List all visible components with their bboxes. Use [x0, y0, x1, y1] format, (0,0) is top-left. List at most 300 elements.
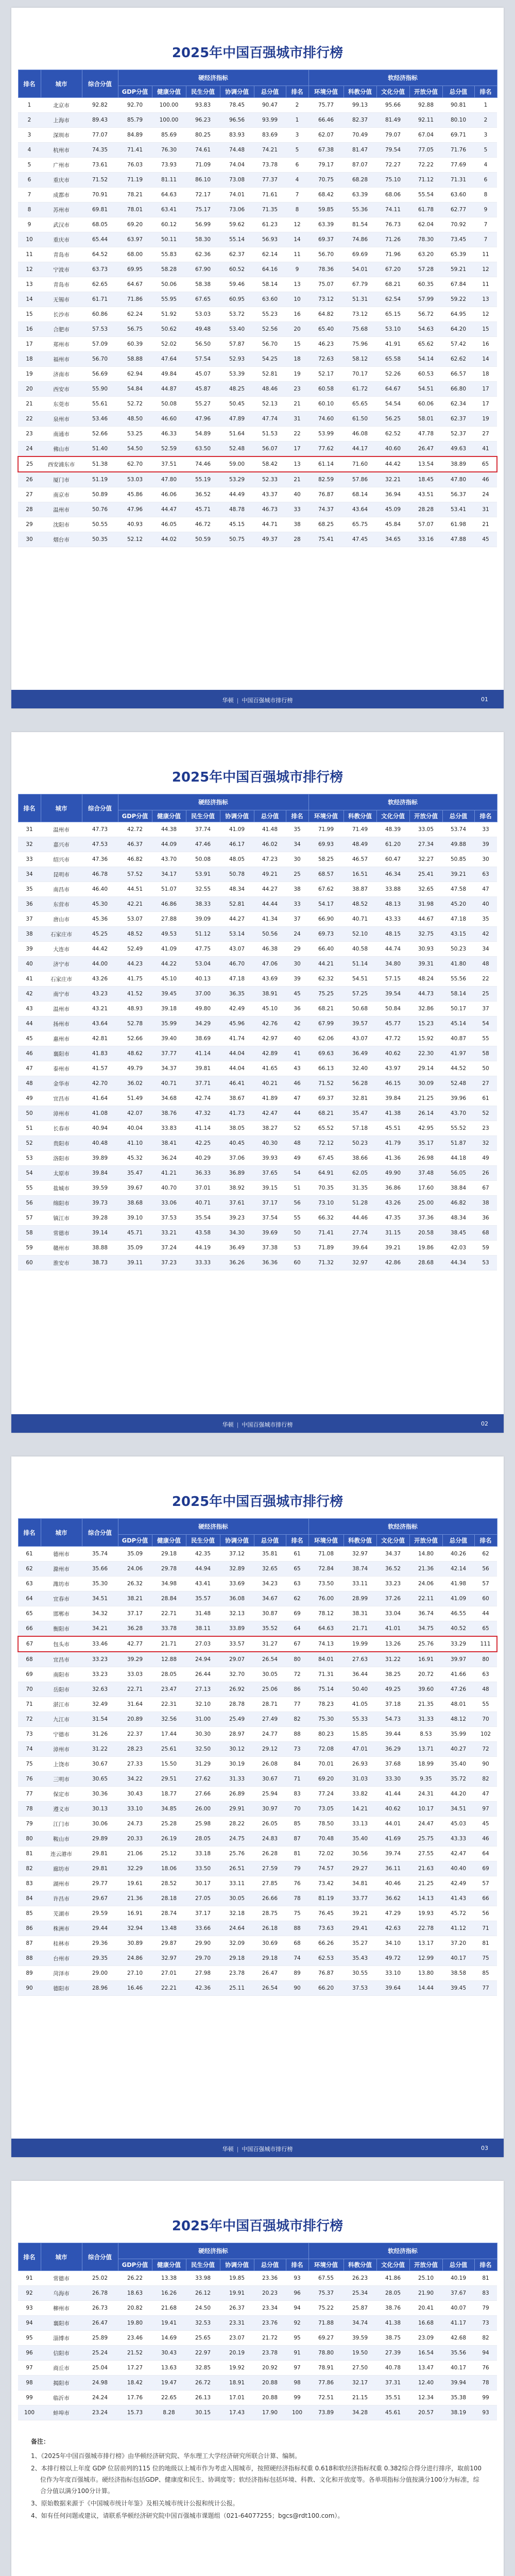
city-cell: 温州市: [41, 822, 82, 837]
coordination-score-cell: 26.89: [220, 1787, 254, 1802]
openness-score-cell: 15.92: [409, 1031, 442, 1046]
openness-score-cell: 32.27: [409, 852, 442, 867]
openness-score-cell: 21.36: [409, 1562, 442, 1577]
health-score-cell: 29.78: [152, 1562, 186, 1577]
city-cell: 厦门市: [41, 472, 82, 487]
soft-total-cell: 41.12: [442, 1921, 474, 1936]
health-score-cell: 100.00: [152, 98, 186, 113]
gdp-score-cell: 42.72: [118, 822, 152, 837]
rank-cell: 35: [18, 882, 41, 897]
hard-total-cell: 38.27: [254, 1121, 286, 1136]
culture-score-cell: 50.84: [376, 1002, 409, 1016]
table-row: [18, 232, 497, 247]
city-cell: 宜昌市: [41, 1652, 82, 1667]
composite-score-cell: 25.24: [82, 2346, 118, 2361]
hard-total-cell: 25.94: [254, 1787, 286, 1802]
livelihood-score-cell: 56.50: [186, 337, 220, 352]
health-score-cell: 23.47: [152, 1682, 186, 1697]
composite-score-cell: 25.02: [82, 2271, 118, 2286]
sci-edu-score-cell: 26.23: [344, 2271, 376, 2286]
soft-total-cell: 40.27: [442, 1742, 474, 1757]
culture-score-cell: 68.06: [376, 188, 409, 202]
culture-score-cell: 33.04: [376, 1606, 409, 1621]
city-cell: 唐山市: [41, 912, 82, 927]
openness-score-cell: 20.57: [409, 2405, 442, 2420]
soft-rank-cell: 52: [474, 1106, 497, 1121]
hard-rank-cell: 81: [286, 1846, 308, 1861]
coordination-score-cell: 23.07: [220, 2331, 254, 2346]
openness-score-cell: 21.25: [409, 1876, 442, 1891]
composite-score-cell: 38.88: [82, 1241, 118, 1256]
openness-score-cell: 15.23: [409, 1016, 442, 1031]
coordination-score-cell: 26.51: [220, 1861, 254, 1876]
livelihood-score-cell: 35.57: [186, 1591, 220, 1606]
soft-rank-cell: 47: [474, 1787, 497, 1802]
table-row: [18, 2361, 497, 2376]
city-cell: 苏州市: [41, 202, 82, 217]
gdp-score-cell: 63.97: [118, 232, 152, 247]
livelihood-score-cell: 57.54: [186, 352, 220, 367]
city-cell: 泉州市: [41, 412, 82, 427]
sci-edu-score-cell: 57.86: [344, 472, 376, 487]
rank-cell: 31: [18, 822, 41, 837]
livelihood-score-cell: 39.09: [186, 912, 220, 927]
composite-score-cell: 24.98: [82, 2376, 118, 2391]
hard-total-cell: 39.69: [254, 1226, 286, 1241]
coordination-score-cell: 59.46: [220, 277, 254, 292]
composite-score-cell: 60.86: [82, 307, 118, 322]
livelihood-score-cell: 32.53: [186, 2316, 220, 2331]
sci-edu-score-cell: 32.81: [344, 1091, 376, 1106]
table-row: [18, 1951, 497, 1966]
environment-score-cell: 60.10: [308, 397, 344, 412]
composite-score-cell: 50.55: [82, 517, 118, 532]
table-row: [18, 427, 497, 442]
health-score-cell: 50.62: [152, 322, 186, 337]
health-score-cell: 50.08: [152, 397, 186, 412]
gdp-score-cell: 42.21: [118, 897, 152, 912]
health-score-cell: 39.18: [152, 1002, 186, 1016]
rank-cell: 37: [18, 912, 41, 927]
hard-rank-cell: 1: [286, 113, 308, 128]
soft-rank-cell: 94: [474, 2346, 497, 2361]
sci-edu-score-cell: 40.58: [344, 942, 376, 957]
environment-score-cell: 78.91: [308, 2361, 344, 2376]
hard-rank-cell: 91: [286, 2346, 308, 2361]
sci-edu-score-cell: 50.40: [344, 1682, 376, 1697]
health-score-cell: 25.28: [152, 1817, 186, 1832]
soft-rank-cell: 12: [474, 307, 497, 322]
gdp-score-cell: 30.89: [118, 1936, 152, 1951]
composite-score-cell: 42.81: [82, 1031, 118, 1046]
city-cell: 泰州市: [41, 1061, 82, 1076]
table-row: [18, 1181, 497, 1196]
header-rank: 排名: [18, 2243, 41, 2271]
environment-score-cell: 73.05: [308, 1802, 344, 1817]
soft-rank-cell: 49: [474, 1151, 497, 1166]
gdp-score-cell: 35.09: [118, 1547, 152, 1562]
city-cell: 许昌市: [41, 1891, 82, 1906]
soft-total-cell: 67.84: [442, 277, 474, 292]
livelihood-score-cell: 50.59: [186, 532, 220, 547]
sci-edu-score-cell: 34.28: [344, 2405, 376, 2420]
environment-score-cell: 73.10: [308, 1196, 344, 1211]
header-sub-column: 民生分值: [186, 86, 220, 98]
health-score-cell: 25.61: [152, 1742, 186, 1757]
rank-cell: 33: [18, 852, 41, 867]
coordination-score-cell: 34.30: [220, 1226, 254, 1241]
health-score-cell: 47.80: [152, 472, 186, 487]
rank-cell: 80: [18, 1832, 41, 1846]
city-cell: 常德市: [41, 1226, 82, 1241]
soft-rank-cell: 42: [474, 927, 497, 942]
openness-score-cell: 33.16: [409, 532, 442, 547]
soft-rank-cell: 48: [474, 1682, 497, 1697]
city-cell: 石家庄市: [41, 972, 82, 987]
culture-score-cell: 37.26: [376, 1591, 409, 1606]
composite-score-cell: 43.21: [82, 1002, 118, 1016]
culture-score-cell: 42.63: [376, 1921, 409, 1936]
gdp-score-cell: 84.89: [118, 128, 152, 143]
city-cell: 北京市: [41, 98, 82, 113]
soft-rank-cell: 69: [474, 1861, 497, 1876]
coordination-score-cell: 53.29: [220, 472, 254, 487]
sci-edu-score-cell: 99.13: [344, 98, 376, 113]
table-row: [18, 1891, 497, 1906]
city-cell: 菏泽市: [41, 1966, 82, 1981]
soft-rank-cell: 85: [474, 1966, 497, 1981]
header-sub-column: 科教分值: [344, 810, 376, 822]
environment-score-cell: 72.51: [308, 2391, 344, 2405]
hard-rank-cell: 67: [286, 1636, 308, 1652]
gdp-score-cell: 42.77: [118, 1636, 152, 1652]
sci-edu-score-cell: 26.93: [344, 1757, 376, 1772]
hard-total-cell: 23.78: [254, 2346, 286, 2361]
city-cell: 佛山市: [41, 442, 82, 457]
gdp-score-cell: 27.33: [118, 1757, 152, 1772]
environment-score-cell: 77.86: [308, 2376, 344, 2391]
rank-cell: 8: [18, 202, 41, 217]
soft-total-cell: 41.43: [442, 1891, 474, 1906]
livelihood-score-cell: 24.94: [186, 1652, 220, 1667]
health-score-cell: 32.56: [152, 1712, 186, 1727]
city-cell: 南京市: [41, 487, 82, 502]
gdp-score-cell: 68.00: [118, 247, 152, 262]
table-row: [18, 2271, 497, 2286]
health-score-cell: 17.44: [152, 1727, 186, 1742]
soft-total-cell: 35.72: [442, 1772, 474, 1787]
livelihood-score-cell: 37.17: [186, 1906, 220, 1921]
openness-score-cell: 25.76: [409, 1636, 442, 1652]
soft-rank-cell: 48: [474, 957, 497, 972]
health-score-cell: 22.65: [152, 2391, 186, 2405]
livelihood-score-cell: 41.14: [186, 1046, 220, 1061]
coordination-score-cell: 48.25: [220, 382, 254, 397]
environment-score-cell: 75.77: [308, 98, 344, 113]
soft-total-cell: 34.51: [442, 1802, 474, 1817]
soft-rank-cell: 81: [474, 2271, 497, 2286]
coordination-score-cell: 51.64: [220, 427, 254, 442]
culture-score-cell: 45.61: [376, 2405, 409, 2420]
sci-edu-score-cell: 61.72: [344, 382, 376, 397]
soft-total-cell: 48.34: [442, 1211, 474, 1226]
gdp-score-cell: 23.46: [118, 2331, 152, 2346]
coordination-score-cell: 25.76: [220, 1846, 254, 1861]
gdp-score-cell: 39.67: [118, 1181, 152, 1196]
soft-total-cell: 40.17: [442, 2361, 474, 2376]
culture-score-cell: 44.01: [376, 1817, 409, 1832]
table-row: [18, 2405, 497, 2420]
header-city: 城市: [41, 70, 82, 98]
city-cell: 芜湖市: [41, 1906, 82, 1921]
header-composite-score: 综合分值: [82, 70, 118, 98]
culture-score-cell: 40.78: [376, 2361, 409, 2376]
openness-score-cell: 13.80: [409, 1966, 442, 1981]
city-cell: 宁德市: [41, 1727, 82, 1742]
header-sub-column: 健康分值: [152, 810, 186, 822]
hard-rank-cell: 21: [286, 397, 308, 412]
culture-score-cell: 74.11: [376, 202, 409, 217]
hard-total-cell: 24.77: [254, 1727, 286, 1742]
environment-score-cell: 71.52: [308, 1076, 344, 1091]
culture-score-cell: 32.21: [376, 472, 409, 487]
soft-rank-cell: 83: [474, 2286, 497, 2301]
hard-total-cell: 48.46: [254, 382, 286, 397]
hard-total-cell: 26.54: [254, 1652, 286, 1667]
culture-score-cell: 28.05: [376, 2286, 409, 2301]
coordination-score-cell: 50.45: [220, 397, 254, 412]
openness-score-cell: 57.99: [409, 292, 442, 307]
city-cell: 绵阳市: [41, 1196, 82, 1211]
soft-total-cell: 63.60: [442, 188, 474, 202]
city-cell: 湛江市: [41, 1697, 82, 1712]
environment-score-cell: 69.93: [308, 837, 344, 852]
header-sub-column: 环境分值: [308, 86, 344, 98]
culture-score-cell: 41.38: [376, 1106, 409, 1121]
environment-score-cell: 71.08: [308, 1547, 344, 1562]
hard-rank-cell: 48: [286, 1136, 308, 1151]
sci-edu-score-cell: 34.74: [344, 2316, 376, 2331]
city-cell: 岳阳市: [41, 1682, 82, 1697]
hard-rank-cell: 8: [286, 202, 308, 217]
coordination-score-cell: 37.12: [220, 1547, 254, 1562]
table-row: [18, 1802, 497, 1817]
table-row: [18, 1591, 497, 1606]
soft-rank-cell: 16: [474, 337, 497, 352]
livelihood-score-cell: 49.48: [186, 322, 220, 337]
openness-score-cell: 28.28: [409, 502, 442, 517]
hard-total-cell: 26.08: [254, 1757, 286, 1772]
livelihood-score-cell: 54.89: [186, 427, 220, 442]
header-sub-column: 排名: [286, 810, 308, 822]
sci-edu-score-cell: 70.49: [344, 128, 376, 143]
header-soft-indicators: 软经济指标: [308, 70, 497, 86]
openness-score-cell: 26.14: [409, 1106, 442, 1121]
livelihood-score-cell: 41.14: [186, 1121, 220, 1136]
gdp-score-cell: 45.71: [118, 1226, 152, 1241]
composite-score-cell: 52.66: [82, 427, 118, 442]
culture-score-cell: 41.69: [376, 1832, 409, 1846]
culture-score-cell: 45.84: [376, 517, 409, 532]
health-score-cell: 28.52: [152, 1876, 186, 1891]
soft-rank-cell: 36: [474, 1211, 497, 1226]
culture-score-cell: 38.76: [376, 2301, 409, 2316]
sci-edu-score-cell: 41.05: [344, 1697, 376, 1712]
city-cell: 连云港市: [41, 1846, 82, 1861]
culture-score-cell: 37.18: [376, 1697, 409, 1712]
culture-score-cell: 65.15: [376, 307, 409, 322]
header-sub-column: 环境分值: [308, 2259, 344, 2271]
coordination-score-cell: 36.89: [220, 1166, 254, 1181]
sci-edu-score-cell: 81.47: [344, 143, 376, 158]
gdp-score-cell: 52.49: [118, 942, 152, 957]
hard-rank-cell: 28: [286, 532, 308, 547]
hard-total-cell: 54.25: [254, 352, 286, 367]
soft-rank-cell: 7: [474, 232, 497, 247]
health-score-cell: 85.69: [152, 128, 186, 143]
health-score-cell: 33.78: [152, 1621, 186, 1637]
sci-edu-score-cell: 52.10: [344, 927, 376, 942]
culture-score-cell: 76.73: [376, 217, 409, 232]
composite-score-cell: 56.70: [82, 352, 118, 367]
livelihood-score-cell: 40.71: [186, 1196, 220, 1211]
rank-cell: 25: [18, 456, 41, 472]
header-soft-indicators: 软经济指标: [308, 1519, 497, 1535]
footer-separator: |: [236, 697, 239, 704]
composite-score-cell: 46.40: [82, 882, 118, 897]
soft-rank-cell: 17: [474, 382, 497, 397]
gdp-score-cell: 35.47: [118, 1166, 152, 1181]
soft-total-cell: 35.99: [442, 1727, 474, 1742]
rank-cell: 77: [18, 1787, 41, 1802]
gdp-score-cell: 46.82: [118, 852, 152, 867]
environment-score-cell: 74.37: [308, 502, 344, 517]
rank-cell: 72: [18, 1712, 41, 1727]
sci-edu-score-cell: 30.55: [344, 1966, 376, 1981]
table-row: [18, 1876, 497, 1891]
culture-score-cell: 39.84: [376, 1091, 409, 1106]
city-cell: 南阳市: [41, 1667, 82, 1682]
composite-score-cell: 29.44: [82, 1921, 118, 1936]
openness-score-cell: 20.72: [409, 1667, 442, 1682]
environment-score-cell: 75.37: [308, 2286, 344, 2301]
environment-score-cell: 76.00: [308, 1591, 344, 1606]
sci-edu-score-cell: 48.52: [344, 897, 376, 912]
table-row: [18, 1031, 497, 1046]
openness-score-cell: 17.60: [409, 1181, 442, 1196]
health-score-cell: 22.31: [152, 1697, 186, 1712]
rank-cell: 60: [18, 1256, 41, 1270]
composite-score-cell: 29.81: [82, 1861, 118, 1876]
hard-rank-cell: 78: [286, 1891, 308, 1906]
composite-score-cell: 26.78: [82, 2286, 118, 2301]
health-score-cell: 28.05: [152, 1667, 186, 1682]
livelihood-score-cell: 75.17: [186, 202, 220, 217]
culture-score-cell: 60.47: [376, 852, 409, 867]
gdp-score-cell: 52.66: [118, 1031, 152, 1046]
health-score-cell: 64.63: [152, 188, 186, 202]
soft-rank-cell: 78: [474, 2376, 497, 2391]
composite-score-cell: 39.89: [82, 1151, 118, 1166]
culture-score-cell: 36.52: [376, 1562, 409, 1577]
soft-rank-cell: 35: [474, 912, 497, 927]
hard-rank-cell: 14: [286, 232, 308, 247]
sci-edu-score-cell: 39.57: [344, 1016, 376, 1031]
health-score-cell: 27.01: [152, 1966, 186, 1981]
openness-score-cell: 47.78: [409, 427, 442, 442]
hard-total-cell: 61.23: [254, 217, 286, 232]
soft-rank-cell: 26: [474, 1166, 497, 1181]
environment-score-cell: 69.27: [308, 2331, 344, 2346]
hard-total-cell: 39.93: [254, 1151, 286, 1166]
table-row: [18, 1846, 497, 1861]
openness-score-cell: 24.31: [409, 1787, 442, 1802]
culture-score-cell: 39.64: [376, 1981, 409, 1996]
environment-score-cell: 62.06: [308, 1031, 344, 1046]
environment-score-cell: 66.20: [308, 1981, 344, 1996]
composite-score-cell: 35.74: [82, 1547, 118, 1562]
livelihood-score-cell: 42.35: [186, 1547, 220, 1562]
environment-score-cell: 67.62: [308, 882, 344, 897]
hard-rank-cell: 11: [286, 247, 308, 262]
city-cell: 商丘市: [41, 2361, 82, 2376]
rank-cell: 68: [18, 1652, 41, 1667]
sci-edu-score-cell: 38.66: [344, 1151, 376, 1166]
city-cell: 保定市: [41, 1787, 82, 1802]
hard-total-cell: 64.16: [254, 262, 286, 277]
soft-rank-cell: 70: [474, 1712, 497, 1727]
environment-score-cell: 68.42: [308, 188, 344, 202]
rank-cell: 74: [18, 1742, 41, 1757]
health-score-cell: 15.50: [152, 1757, 186, 1772]
hard-rank-cell: 90: [286, 1981, 308, 1996]
livelihood-score-cell: 42.36: [186, 1981, 220, 1996]
sci-edu-score-cell: 74.86: [344, 232, 376, 247]
environment-score-cell: 72.12: [308, 1136, 344, 1151]
culture-score-cell: 13.26: [376, 1636, 409, 1652]
table-row: [18, 852, 497, 867]
hard-total-cell: 35.81: [254, 1547, 286, 1562]
openness-score-cell: 29.14: [409, 1061, 442, 1076]
livelihood-score-cell: 33.18: [186, 1846, 220, 1861]
header-sub-column: 健康分值: [152, 1535, 186, 1547]
rank-cell: 16: [18, 322, 41, 337]
rank-cell: 21: [18, 397, 41, 412]
openness-score-cell: 12.34: [409, 2391, 442, 2405]
table-row: [18, 1712, 497, 1727]
soft-total-cell: 33.29: [442, 1636, 474, 1652]
culture-score-cell: 41.86: [376, 2271, 409, 2286]
coordination-score-cell: 46.17: [220, 837, 254, 852]
openness-score-cell: 71.12: [409, 173, 442, 188]
header-sub-column: 排名: [286, 2259, 308, 2271]
health-score-cell: 40.70: [152, 1181, 186, 1196]
coordination-score-cell: 40.45: [220, 1136, 254, 1151]
hard-rank-cell: 64: [286, 1621, 308, 1637]
hard-rank-cell: 88: [286, 1921, 308, 1936]
gdp-score-cell: 17.27: [118, 2361, 152, 2376]
composite-score-cell: 51.38: [82, 456, 118, 472]
environment-score-cell: 74.57: [308, 1861, 344, 1876]
environment-score-cell: 46.23: [308, 337, 344, 352]
livelihood-score-cell: 27.98: [186, 1966, 220, 1981]
livelihood-score-cell: 27.05: [186, 1891, 220, 1906]
environment-score-cell: 68.57: [308, 867, 344, 882]
gdp-score-cell: 85.79: [118, 113, 152, 128]
coordination-score-cell: 45.15: [220, 517, 254, 532]
soft-total-cell: 59.22: [442, 292, 474, 307]
soft-rank-cell: 8: [474, 188, 497, 202]
